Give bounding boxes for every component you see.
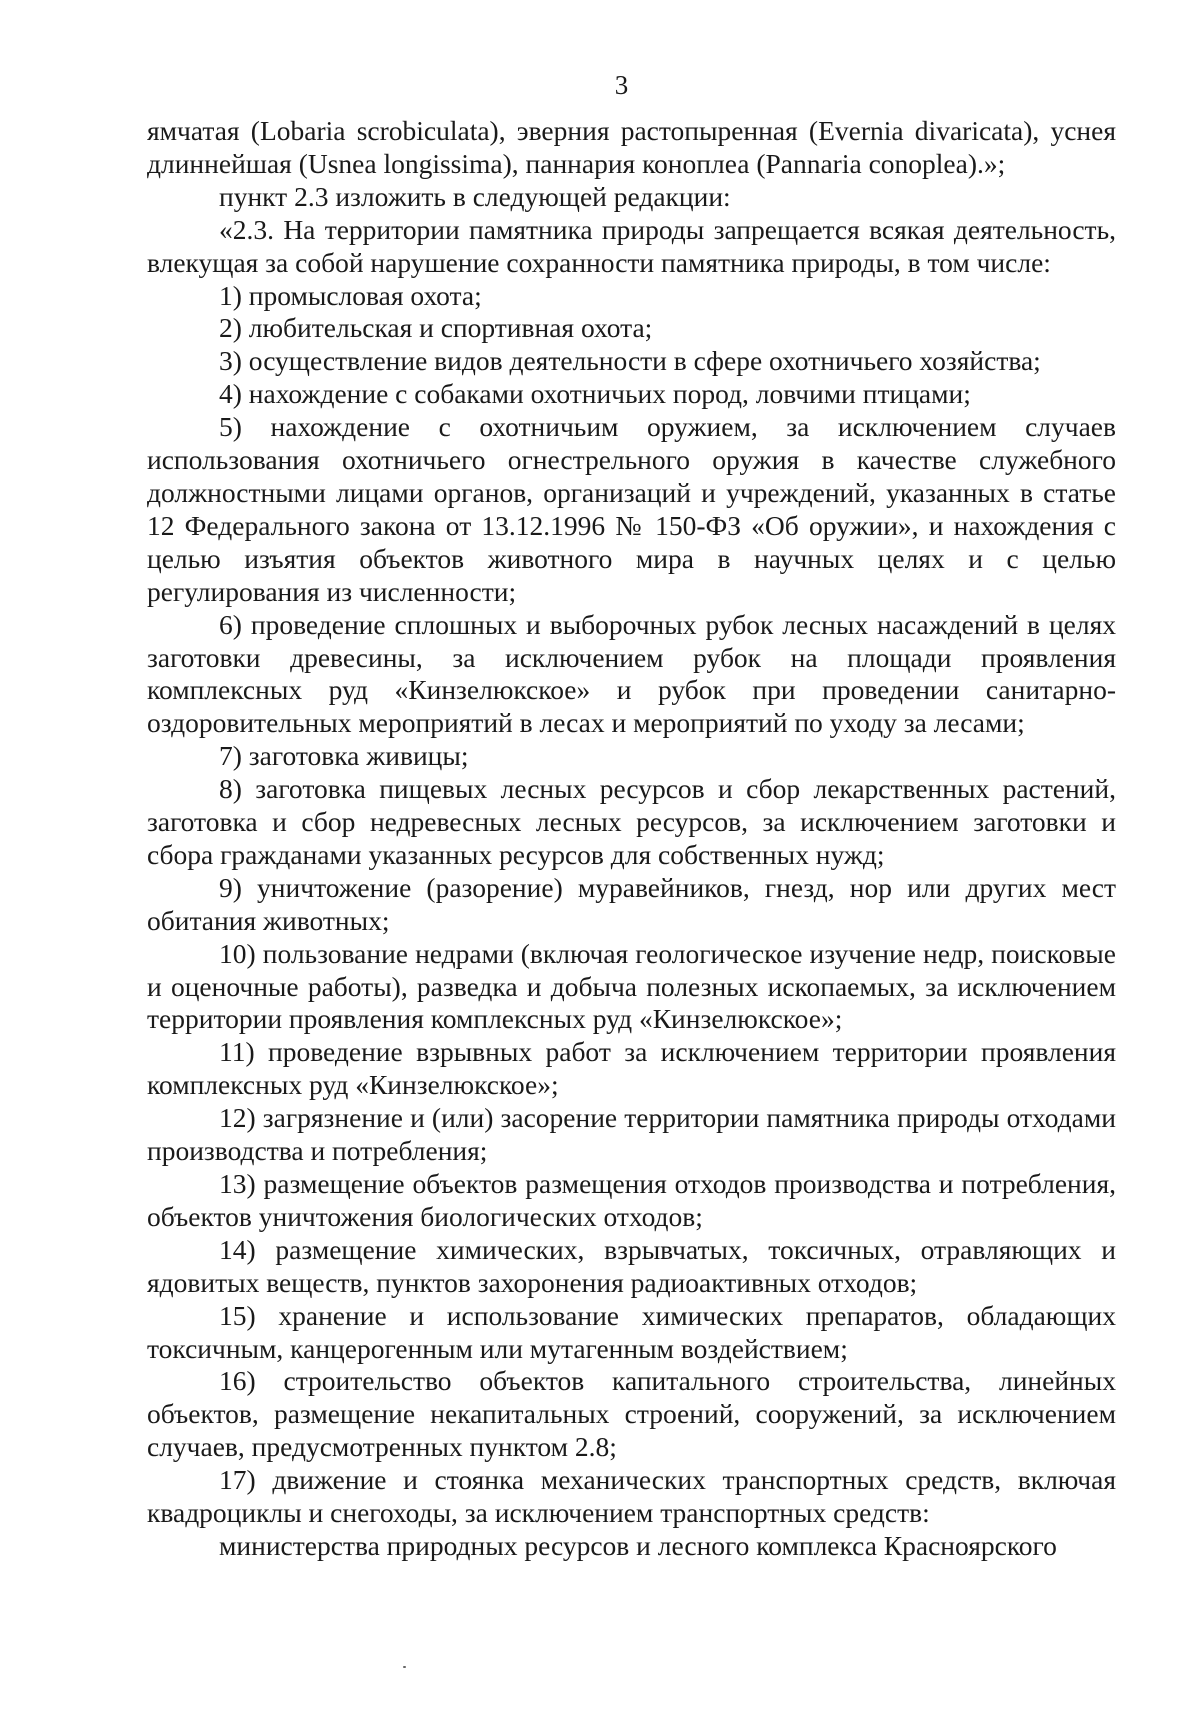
paragraph: «2.3. На территории памятника природы запрещается всякая деятельность, влекущая за собой нарушение сохранности памятника природы, в том числе: <box>147 213 1116 278</box>
list-item: 15) хранение и использование химических препаратов, обладающих токсичным, канцерогенным или мутагенным воздействием; <box>147 1299 1116 1364</box>
list-item: 10) пользование недрами (включая геологическое изучение недр, поисковые и оценочные работы), разведка и добыча полезных ископаемых, за исключением территории проявления комплексных руд «Кинзелюкское»; <box>147 937 1116 1035</box>
paragraph: пункт 2.3 изложить в следующей редакции: <box>219 180 731 212</box>
list-item: 17) движение и стоянка механических транспортных средств, включая квадроциклы и снегоходы, за исключением транспортных средств: <box>147 1464 1116 1529</box>
list-item: 5) нахождение с охотничьим оружием, за исключением случаев использования охотничьего огнестрельного оружия в качестве служебного должностными лицами органов, организаций и учреждений, указанных в статье 12 Федерального закона от 13.12.1996 № 150-ФЗ «Об оружии», и нахождения с целью изъятия объектов животного мира в научных целях и с целью регулирования из численности; <box>147 411 1116 607</box>
list-item: 9) уничтожение (разорение) муравейников, гнезд, нор или других мест обитания животных; <box>147 871 1116 936</box>
list-item: 11) проведение взрывных работ за исключением территории проявления комплексных руд «Кинзелюкское»; <box>147 1036 1116 1101</box>
list-item: 3) осуществление видов деятельности в сфере охотничьего хозяйства; <box>219 345 1041 377</box>
list-item: 4) нахождение с собаками охотничьих пород, ловчими птицами; <box>219 378 971 410</box>
body-text <box>147 115 1116 1563</box>
list-item: 13) размещение объектов размещения отходов производства и потребления, объектов уничтожения биологических отходов; <box>147 1168 1116 1232</box>
list-item: 2) любительская и спортивная охота; <box>219 312 653 344</box>
list-item: 12) загрязнение и (или) засорение территории памятника природы отходами производства и потребления; <box>147 1102 1116 1167</box>
list-item: 14) размещение химических, взрывчатых, токсичных, отравляющих и ядовитых веществ, пунктов захоронения радиоактивных отходов; <box>147 1233 1116 1298</box>
list-item: 7) заготовка живицы; <box>219 740 469 772</box>
list-item: 8) заготовка пищевых лесных ресурсов и сбор лекарственных растений, заготовка и сбор недревесных лесных ресурсов, за исключением заготовки и сбора гражданами указанных ресурсов для собственных нужд; <box>147 773 1116 870</box>
list-item: 16) строительство объектов капитального строительства, линейных объектов, размещение некапитальных строений, сооружений, за исключением случаев, предусмотренных пунктом 2.8; <box>147 1365 1116 1463</box>
paragraph: ямчатая (Lobaria scrobiculata), эверния растопыренная (Evernia divaricata), уснея длиннейшая (Usnea longissima), паннария коноплеа (Pannaria conoplea).»; <box>147 115 1116 179</box>
page-number: 3 <box>614 70 629 100</box>
list-item: 6) проведение сплошных и выборочных рубок лесных насаждений в целях заготовки древесины, за исключением рубок на площади проявления комплексных руд «Кинзелюкское» и рубок при проведении санитарно-оздоровительных мероприятий в лесах и мероприятий по уходу за лесами; <box>147 608 1116 739</box>
scan-artifact-dot <box>403 1666 406 1668</box>
paragraph: министерства природных ресурсов и лесного комплекса Красноярского <box>219 1529 1057 1561</box>
list-item: 1) промысловая охота; <box>219 279 482 311</box>
